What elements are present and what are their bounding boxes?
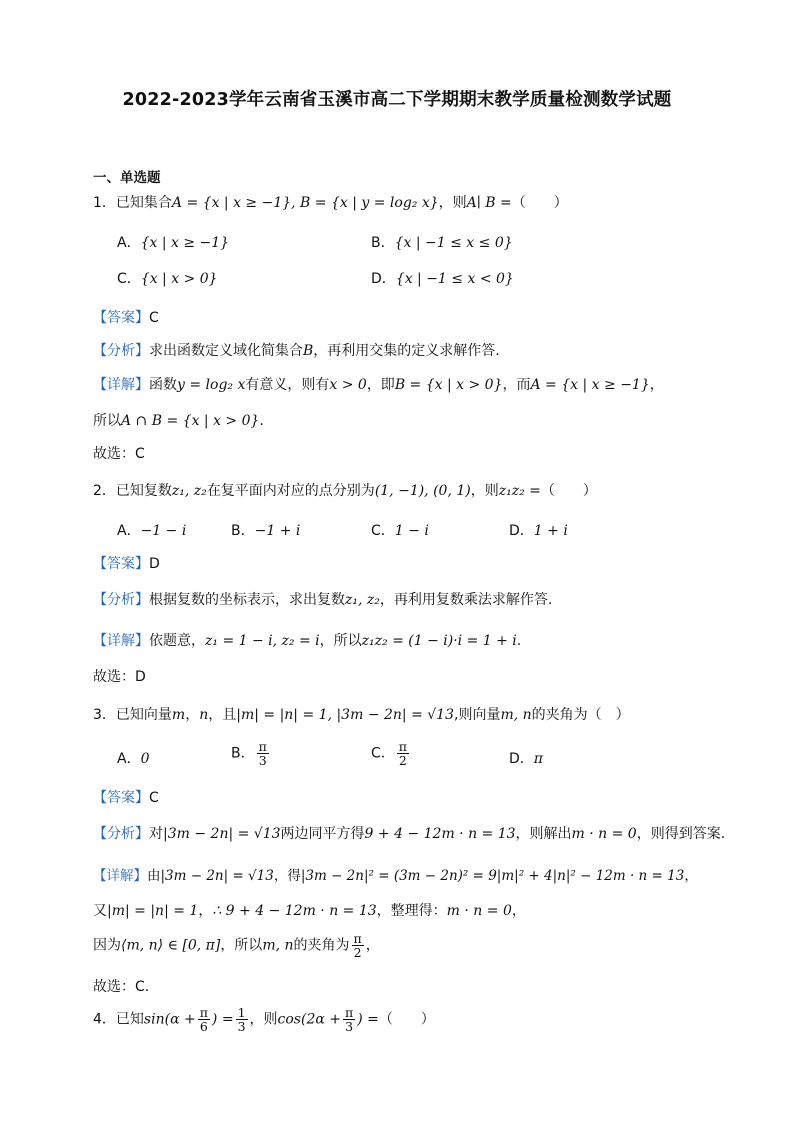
q1-answer: 【答案】C (93, 310, 159, 326)
q1-option-b: B．{x | −1 ≤ x ≤ 0} (371, 235, 513, 251)
q3-detail: 【详解】由|3m − 2n| = √13，得|3m − 2n|² = (3m − 2n)² = 9|m|² + 4|n|² − 12m · n = 13， (93, 868, 698, 884)
q3-option-b: B． $\frac{\pi}{3}$ (231, 739, 267, 769)
q2-option-d: D．1 + i (509, 523, 568, 539)
document-title: 2022-2023学年云南省玉溪市高二下学期期末教学质量检测数学试题 (122, 90, 672, 110)
q2-option-b: B．−1 + i (231, 523, 301, 539)
q3-choose: 故选：C. (93, 979, 150, 995)
q3-answer: 【答案】C (93, 790, 159, 806)
q2-analysis: 【分析】根据复数的坐标表示，求出复数z₁, z₂，再利用复数乘法求解作答. (93, 592, 553, 608)
q2-choose: 故选：D (93, 669, 146, 685)
q1-detail: 【详解】函数y = log₂ x有意义，则有x > 0，即B = {x | x > 0}，而A = {x | x ≥ −1}， (93, 377, 664, 393)
q1-analysis: 【分析】求出函数定义域化简集合B，再利用交集的定义求解作答. (93, 343, 500, 359)
q3-option-d: D．π (509, 751, 543, 767)
section-heading: 一、单选题 (93, 170, 161, 186)
q2-stem: 2．已知复数z₁, z₂在复平面内对应的点分别为(1, −1), (0, 1)，则z₁z₂ =（ ） (93, 483, 597, 499)
q3-option-c: C． $\frac{\pi}{2}$ (371, 739, 407, 769)
q1-stem: 1．已知集合A = {x | x ≥ −1}, B = {x | y = log₂ x}，则A∣ B =（ ） (93, 195, 568, 211)
q1-option-c: C．{x | x > 0} (117, 271, 218, 287)
q1-detail-line2: 所以A ∩ B = {x | x > 0}. (93, 413, 264, 429)
q3-detail-line3: 因为⟨m, n⟩ ∈ [0, π]，所以m, n的夹角为 $\frac{\pi}{2}$ ， (93, 931, 380, 961)
q1-choose: 故选：C (93, 446, 145, 462)
q3-detail-line2: 又|m| = |n| = 1，∴ 9 + 4 − 12m · n = 13，整理得：m · n = 0， (93, 903, 526, 919)
q2-option-a: A．−1 − i (117, 523, 187, 539)
q2-detail: 【详解】依题意，z₁ = 1 − i, z₂ = i，所以z₁z₂ = (1 − i)·i = 1 + i. (93, 633, 522, 649)
q1-option-a: A．{x | x ≥ −1} (117, 235, 230, 251)
q1-option-d: D．{x | −1 ≤ x < 0} (371, 271, 514, 287)
q3-option-a: A．0 (117, 751, 150, 767)
q4-stem: 4．已知sin(α + $\frac{\pi}{6}$ ) = $\frac{1}{3}$ ，则cos(2α + $\frac{\pi}{3}$ ) =（ ） (93, 1005, 435, 1035)
q2-option-c: C．1 − i (371, 523, 429, 539)
q2-answer: 【答案】D (93, 556, 160, 572)
q3-stem: 3．已知向量m，n，且|m| = |n| = 1, |3m − 2n| = √13,则向量m, n的夹角为（ ） (93, 707, 630, 723)
q3-analysis: 【分析】对|3m − 2n| = √13两边同平方得9 + 4 − 12m · n = 13，则解出m · n = 0，则得到答案. (93, 826, 726, 842)
